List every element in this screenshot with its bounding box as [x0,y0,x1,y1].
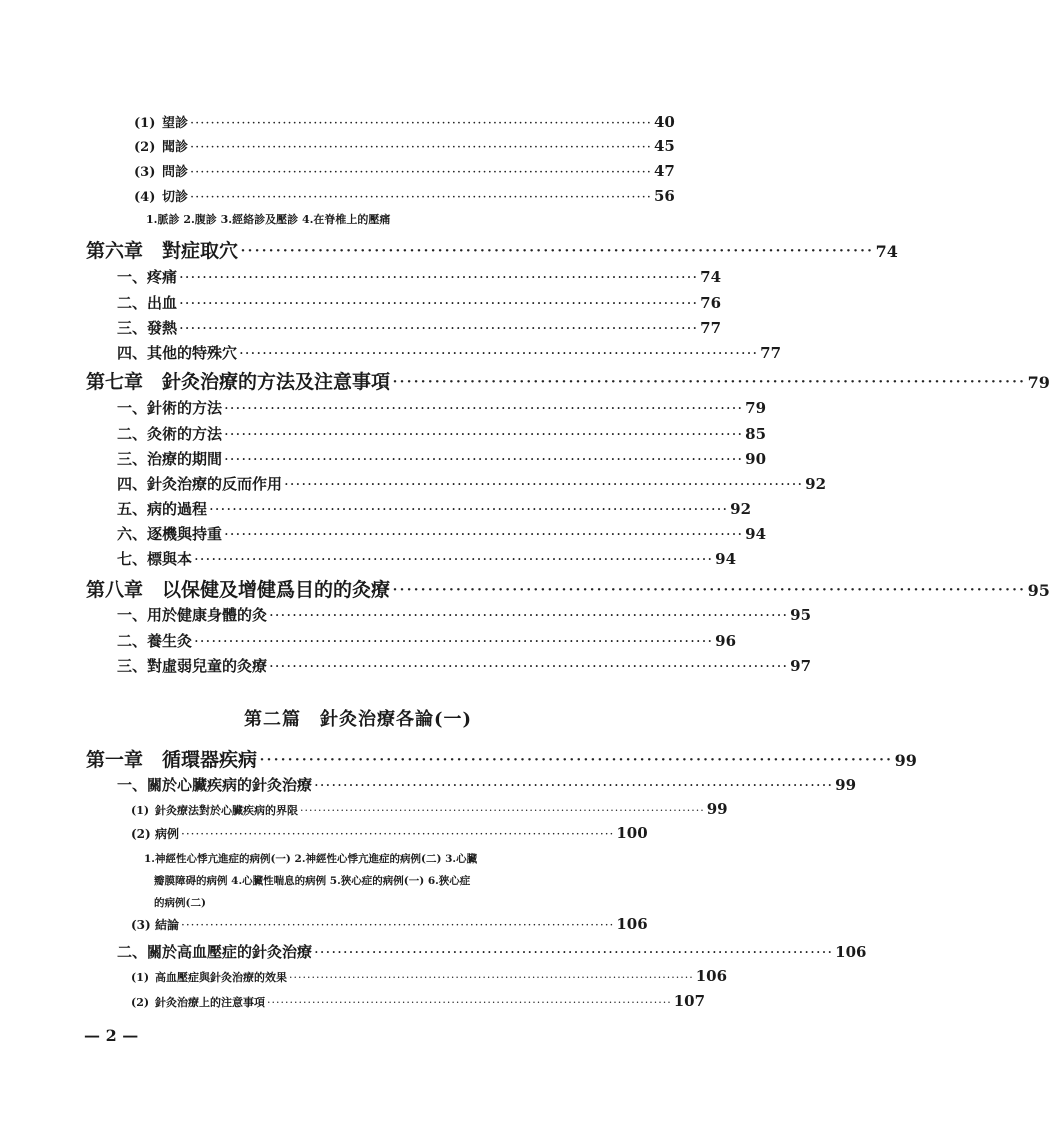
page-ref: 85 [745,425,767,443]
toc-entry[interactable]: 三、治療的期間 ·························································································· 90 [117,450,767,468]
dot-leader: ·························································································· [224,399,744,417]
dot-leader: ·························································································· [300,804,705,817]
toc-entry[interactable]: 四、針灸治療的反而作用 ·························································································· 92 [117,475,827,493]
page-ref: 92 [730,500,752,518]
toc-entry[interactable]: (2) 病例 ·························································································· 100 [131,824,648,842]
toc-entry[interactable]: (1) 針灸療法對於心臟疾病的界限 ·························································································· 99 [131,800,728,818]
toc-entry[interactable]: 二、養生灸 ·························································································· 96 [117,632,737,650]
page-number: — 2 — [84,1026,139,1045]
page-ref: 77 [760,344,782,362]
page-ref: 106 [616,915,648,933]
toc-entry[interactable]: (2) 針灸治療上的注意事項 ·························································································· 107 [131,992,706,1010]
page-ref: 107 [673,992,706,1010]
page-ref: 77 [700,319,722,337]
dot-leader: ·························································································· [179,268,699,286]
page-ref: 47 [653,162,675,180]
case-list-line-2: 瓣膜障碍的病例 4.心臟性喘息的病例 5.狹心症的病例(一) 6.狹心症 [154,875,471,887]
toc-entry[interactable]: 一、用於健康身體的灸 ·························································································· 95 [117,606,812,624]
dot-leader: ·························································································· [239,344,759,362]
dot-leader: ·························································································· [224,425,744,443]
dot-leader: ·························································································· [190,165,652,180]
page-ref: 74 [700,268,722,286]
toc-entry[interactable]: 六、逐機與持重 ·························································································· 94 [117,525,767,543]
page-ref: 99 [706,800,728,818]
dot-leader: ·························································································· [224,450,744,468]
dot-leader: ·························································································· [269,606,789,624]
page-ref: 99 [835,776,857,794]
page-ref: 95 [790,606,812,624]
dot-leader: ·························································································· [181,918,615,932]
toc-entry[interactable]: 三、發熱 ·························································································· 77 [117,319,722,337]
dot-leader: ·························································································· [240,240,874,262]
toc-entry[interactable]: (3) 問診 ·························································································· 47 [134,162,675,180]
dot-leader: ·························································································· [190,190,652,205]
page-ref: 99 [894,751,917,770]
dot-leader: ·························································································· [259,749,893,771]
dot-leader: ·························································································· [314,943,834,961]
dot-leader: ·························································································· [314,776,834,794]
page-ref: 94 [715,550,737,568]
dot-leader: ·························································································· [181,827,615,841]
page-ref: 92 [805,475,827,493]
dot-leader: ·························································································· [209,500,729,518]
toc-entry[interactable]: (4) 切診 ·························································································· 56 [134,187,675,205]
page-ref: 45 [653,137,675,155]
toc-entry[interactable]: (2) 聞診 ·························································································· 45 [134,137,675,155]
page-ref: 56 [653,187,675,205]
dot-leader: ·························································································· [190,116,652,131]
toc-subitems-note: 1.脈診 2.腹診 3.經絡診及壓診 4.在脊椎上的壓痛 [146,213,391,226]
page-ref: 79 [1027,373,1050,392]
toc-entry[interactable]: (3) 結論 ·························································································· 106 [131,915,648,933]
case-list-line-3: 的病例(二) [154,897,206,909]
dot-leader: ·························································································· [190,140,652,155]
toc-entry[interactable]: 四、其他的特殊穴 ·························································································· 77 [117,344,782,362]
page-ref: 94 [745,525,767,543]
page-ref: 96 [715,632,737,650]
dot-leader: ·························································································· [289,971,694,984]
toc-entry[interactable]: (1) 望診 ·························································································· 40 [134,113,675,131]
dot-leader: ·························································································· [392,579,1026,601]
chapter-heading[interactable]: 第一章 循環器疾病 ·························································································· 99 [86,749,917,771]
toc-entry[interactable]: 一、疼痛 ·························································································· 74 [117,268,722,286]
toc-entry[interactable]: 一、關於心臟疾病的針灸治療 ·························································································· 99 [117,776,857,794]
chapter-heading[interactable]: 第七章 針灸治療的方法及注意事項 ·························································································· 79 [86,371,1050,393]
dot-leader: ·························································································· [269,657,789,675]
toc-entry[interactable]: 五、病的過程 ·························································································· 92 [117,500,752,518]
dot-leader: ·························································································· [267,996,672,1009]
dot-leader: ·························································································· [284,475,804,493]
page-ref: 90 [745,450,767,468]
chapter-heading[interactable]: 第八章 以保健及增健爲目的的灸療 ·························································································· 95 [86,579,1050,601]
case-list-line-1: 1.神經性心悸亢進症的病例(一) 2.神經性心悸亢進症的病例(二) 3.心臟 [144,853,478,865]
page-ref: 79 [745,399,767,417]
dot-leader: ·························································································· [179,294,699,312]
dot-leader: ·························································································· [224,525,744,543]
toc-entry[interactable]: 二、出血 ·························································································· 76 [117,294,722,312]
toc-entry[interactable]: 二、灸術的方法 ·························································································· 85 [117,425,767,443]
part-heading: 第二篇 針灸治療各論(一) [244,709,473,730]
page-ref: 106 [835,943,867,961]
toc-entry[interactable]: 二、關於高血壓症的針灸治療 ·························································································· 106 [117,943,867,961]
page-ref: 40 [653,113,675,131]
page-ref: 97 [790,657,812,675]
dot-leader: ·························································································· [194,632,714,650]
page-ref: 95 [1027,581,1050,600]
toc-entry[interactable]: 一、針術的方法 ·························································································· 79 [117,399,767,417]
toc-entry[interactable]: (1) 高血壓症與針灸治療的效果 ·························································································· 106 [131,967,728,985]
chapter-heading[interactable]: 第六章 對症取穴 ·························································································· 74 [86,240,898,262]
dot-leader: ·························································································· [179,319,699,337]
page-ref: 106 [695,967,728,985]
dot-leader: ·························································································· [194,550,714,568]
page-ref: 74 [875,242,898,261]
toc-entry[interactable]: 七、標與本 ·························································································· 94 [117,550,737,568]
page-ref: 76 [700,294,722,312]
dot-leader: ·························································································· [392,371,1026,393]
toc-entry[interactable]: 三、對虛弱兒童的灸療 ·························································································· 97 [117,657,812,675]
page-ref: 100 [616,824,648,842]
